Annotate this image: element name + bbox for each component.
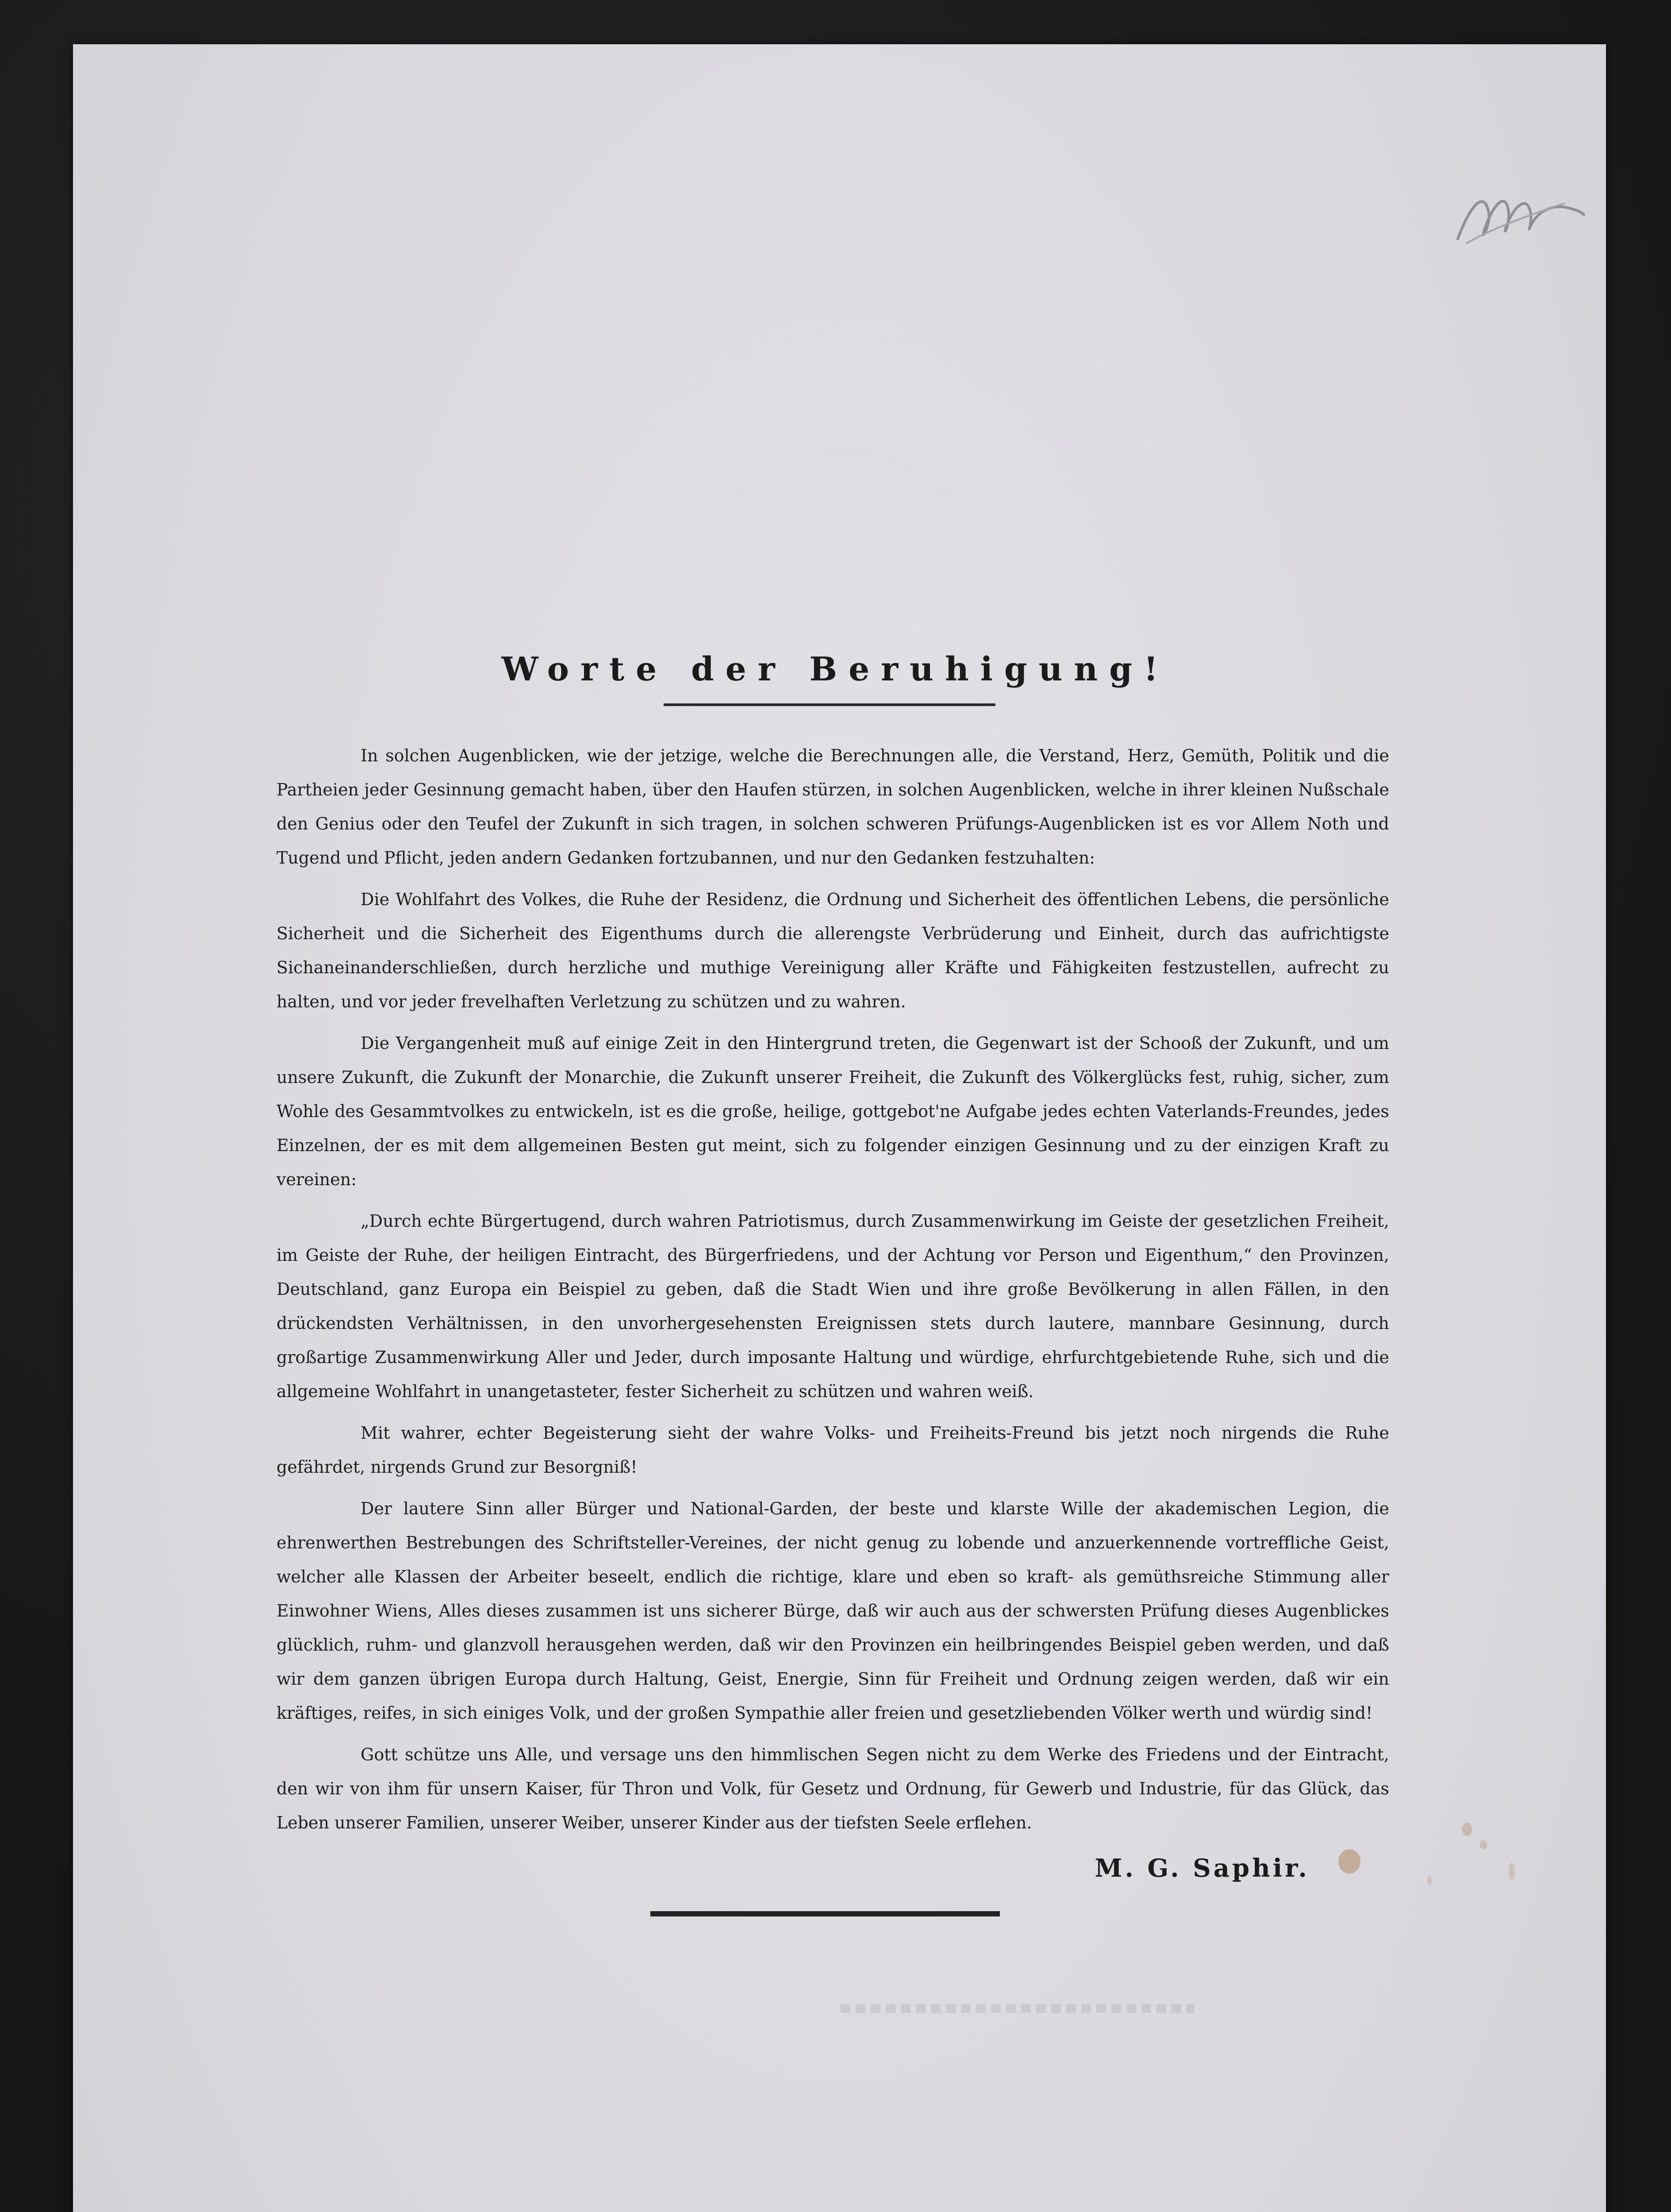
paragraph: Gott schütze uns Alle, und versage uns den himmlischen Segen nicht zu dem Werke des Friedens und der Eintracht, den wir von ihm für unsern Kaiser, für Thron und Volk, für Gesetz und Ordnung, für Gewerb und Industrie, für das Glück, das Leben unserer Familien, unserer Weiber, unserer Kinder aus der tiefsten Seele erflehen. <box>277 1745 1389 1832</box>
author-signature: M. G. Saphir. <box>1095 1854 1310 1883</box>
closing-rule <box>650 1911 1000 1916</box>
foxing-stain <box>1509 1863 1515 1880</box>
paragraph: In solchen Augenblicken, wie der jetzige, welche die Berechnungen alle, die Verstand, Herz, Gemüth, Politik und die Partheien jeder Gesinnung gemacht haben, über den Haufen stürzen, in solchen Augenblicken, welche in ihrer kleinen Nußschale den Genius oder den Teufel der Zukunft in sich tragen, in solchen schweren Prüfungs-Augenblicken ist es vor Allem Noth und Tugend und Pflicht, jeden andern Gedanken fortzubannen, und nur den Gedanken festzuhalten: <box>277 746 1389 868</box>
foxing-stain <box>1462 1823 1472 1836</box>
paragraph: Mit wahrer, echter Begeisterung sieht der wahre Volks- und Freiheits-Freund bis jetzt noch nirgends die Ruhe gefährdet, nirgends Grund zur Besorgniß! <box>277 1423 1389 1477</box>
document-title: Worte der Beruhigung! <box>501 650 1170 688</box>
foxing-stain <box>1480 1840 1487 1849</box>
paragraph: Die Wohlfahrt des Volkes, die Ruhe der Residenz, die Ordnung und Sicherheit des öffentlichen Lebens, die persönliche Sicherheit und die Sicherheit des Eigenthums durch die allerengste Verbrüderung und Einheit, durch das aufrichtigste Sichaneinanderschließen, durch herzliche und muthige Vereinigung aller Kräfte und Fähigkeiten festzustellen, aufrecht zu halten, und vor jeder frevelhaften Verletzung zu schützen und zu wahren. <box>277 890 1389 1011</box>
foxing-stain <box>1427 1876 1432 1886</box>
foxing-stain <box>1338 1849 1360 1874</box>
paragraph: Die Vergangenheit muß auf einige Zeit in den Hintergrund treten, die Gegenwart ist der Schooß der Zukunft, und um unsere Zukunft, die Zukunft der Monarchie, die Zukunft unserer Freiheit, die Zukunft des Völkerglücks fest, ruhig, sicher, zum Wohle des Gesammtvolkes zu entwickeln, ist es die große, heilige, gottgebot'ne Aufgabe jedes echten Vaterlands-Freundes, jedes Einzelnen, der es mit dem allgemeinen Besten gut meint, sich zu folgender einzigen Gesinnung und zu der einzigen Kraft zu vereinen: <box>277 1033 1389 1189</box>
document-body <box>277 739 1389 1847</box>
pencil-annotation <box>1453 177 1586 252</box>
bleed-through-print <box>841 2004 1195 2013</box>
paragraph: Der lautere Sinn aller Bürger und National-Garden, der beste und klarste Wille der akademischen Legion, die ehrenwerthen Bestrebungen des Schriftsteller-Vereines, der nicht genug zu lobende und anzuerkennende vortreffliche Geist, welcher alle Klassen der Arbeiter beseelt, endlich die richtige, klare und eben so kraft- als gemüthsreiche Stimmung aller Einwohner Wiens, Alles dieses zusammen ist uns sicherer Bürge, daß wir auch aus der schwersten Prüfung dieses Augenblickes glücklich, ruhm- und glanzvoll herausgehen werden, daß wir den Provinzen ein heilbringendes Beispiel geben werden, und daß wir dem ganzen übrigen Europa durch Haltung, Geist, Energie, Sinn für Freiheit und Ordnung zeigen werden, daß wir ein kräftiges, reifes, in sich einiges Volk, und der großen Sympathie aller freien und gesetzliebenden Völker werth und würdig sind! <box>277 1499 1389 1723</box>
paragraph: „Durch echte Bürgertugend, durch wahren Patriotismus, durch Zusammenwirkung im Geiste der gesetzlichen Freiheit, im Geiste der Ruhe, der heiligen Eintracht, des Bürgerfriedens, und der Achtung vor Person und Eigenthum,“ den Provinzen, Deutschland, ganz Europa ein Beispiel zu geben, daß die Stadt Wien und ihre große Bevölkerung in allen Fällen, in den drückendsten Verhältnissen, in den unvorhergesehensten Ereignissen stets durch lautere, mannbare Gesinnung, durch großartige Zusammenwirkung Aller und Jeder, durch imposante Haltung und würdige, ehrfurchtgebietende Ruhe, sich und die allgemeine Wohlfahrt in unangetasteter, fester Sicherheit zu schützen und wahren weiß. <box>277 1211 1389 1401</box>
title-underline <box>664 703 995 706</box>
